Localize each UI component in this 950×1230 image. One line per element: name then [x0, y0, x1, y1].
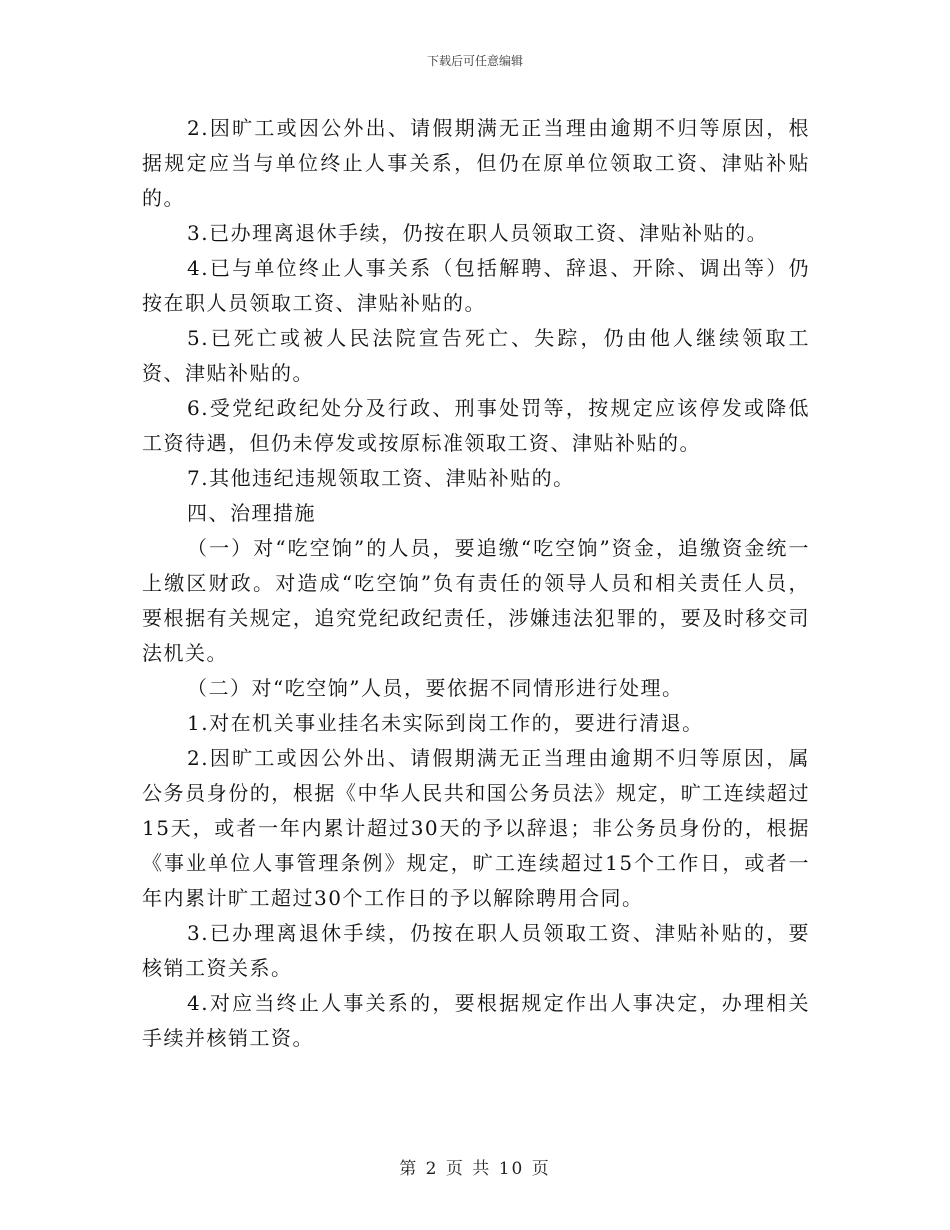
paragraph-item-5-deceased: 5.已死亡或被人民法院宣告死亡、失踪，仍由他人继续领取工资、津贴补贴的。 [142, 326, 810, 385]
paragraph-handling-2-absenteeism: 2.因旷工或因公外出、请假期满无正当理由逾期不归等原因，属公务员身份的，根据《中华人民共和国公务员法》规定，旷工连续超过15天，或者一年内累计超过30天的予以辞退；非公务员身份的，根据《事业单位人事管理条例》规定，旷工连续超过15个工作日，或者一年内累计旷工超过30个工作日的予以解除聘用合同。 [142, 746, 810, 910]
paragraph-handling-4-terminate: 4.对应当终止人事关系的，要根据规定作出人事决定，办理相关手续并核销工资。 [142, 991, 810, 1050]
paragraph-item-3-retired: 3.已办理离退休手续，仍按在职人员领取工资、津贴补贴的。 [187, 221, 769, 245]
paragraph-handling-1-dismiss: 1.对在机关事业挂名未实际到岗工作的，要进行清退。 [187, 711, 704, 735]
document-body [142, 111, 810, 1056]
page-number-footer [0, 1157, 950, 1181]
page-header: 下载后可任意编辑 [426, 54, 523, 68]
paragraph-item-4-terminated: 4.已与单位终止人事关系（包括解聘、辞退、开除、调出等）仍按在职人员领取工资、津贴补贴的。 [142, 256, 810, 315]
paragraph-handling-3-retired: 3.已办理离退休手续，仍按在职人员领取工资、津贴补贴的，要核销工资关系。 [142, 921, 810, 980]
page-number-text: 第 2 页 共 10 页 [399, 1159, 551, 1179]
paragraph-measure-2-handling: （二）对“吃空饷”人员，要依据不同情形进行处理。 [187, 676, 684, 700]
paragraph-item-6-disciplined: 6.受党纪政纪处分及行政、刑事处罚等，按规定应该停发或降低工资待遇，但仍未停发或按原标准领取工资、津贴补贴的。 [142, 396, 810, 455]
paragraph-item-7-other: 7.其他违纪违规领取工资、津贴补贴的。 [187, 466, 575, 490]
paragraph-item-2-absenteeism: 2.因旷工或因公外出、请假期满无正当理由逾期不归等原因，根据规定应当与单位终止人事关系，但仍在原单位领取工资、津贴补贴的。 [142, 116, 810, 210]
paragraph-measure-1-recovery: （一）对“吃空饷”的人员，要追缴“吃空饷”资金，追缴资金统一上缴区财政。对造成“吃空饷”负有责任的领导人员和相关责任人员，要根据有关规定，追究党纪政纪责任，涉嫌违法犯罪的，要及时移交司法机关。 [142, 536, 810, 665]
section-heading-measures: 四、治理措施 [187, 501, 316, 525]
